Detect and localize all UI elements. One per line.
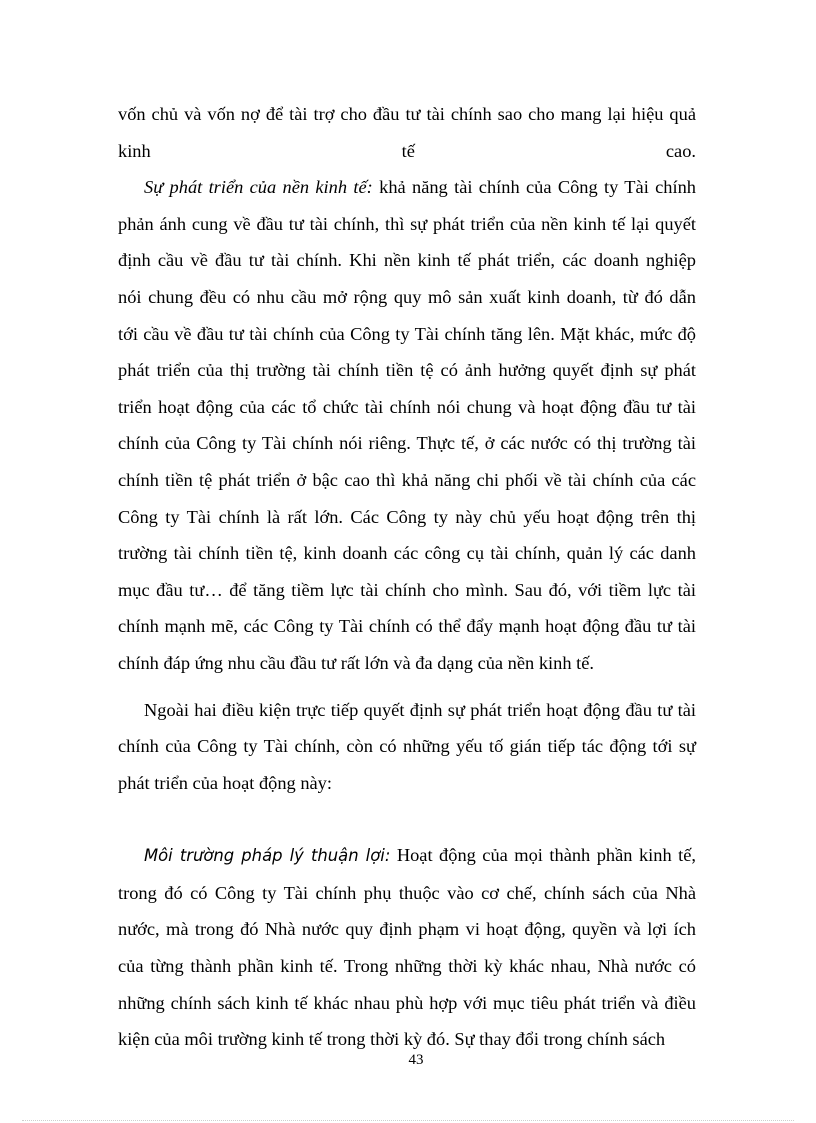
text-line: tới cầu về đầu tư tài chính của Công ty Tài chính tăng lên. Mặt khác, mức độ [118, 323, 696, 344]
text-line: định cầu về đầu tư tài chính. Khi nền kinh tế phát triển, các doanh nghiệp [118, 250, 696, 271]
paragraph-2 [118, 169, 696, 681]
text-line: nước, mà trong đó Nhà nước quy định phạm vi hoạt động, quyền và lợi ích [118, 919, 696, 940]
text-line: chính đáp ứng nhu cầu đầu tư rất lớn và đa dạng của nền kinh tế. [118, 652, 595, 673]
text-line: mục đầu tư… để tăng tiềm lực tài chính cho mình. Sau đó, với tiềm lực tài [118, 579, 696, 600]
text-line: phát triển của thị trường tài chính tiền tệ có ảnh hưởng quyết định sự phát [118, 360, 696, 381]
paragraph-lead: Sự phát triển của nền kinh tế: [144, 177, 373, 198]
text-line: kiện của môi trường kinh tế trong thời kỳ đó. Sự thay đổi trong chính sách [118, 1029, 666, 1050]
document-body [118, 96, 696, 1058]
text-run: khả năng tài chính của Công ty Tài chính [372, 177, 696, 198]
text-line: triển hoạt động của các tổ chức tài chính nói chung và hoạt động đầu tư tài [118, 396, 696, 417]
text-line: Ngoài hai điều kiện trực tiếp quyết định sự phát triển hoạt động đầu tư tài [144, 699, 696, 720]
text-line [118, 169, 696, 206]
text-line: kinh tế cao. [118, 140, 696, 161]
text-line: chính của Công ty Tài chính nói riêng. Thực tế, ở các nước có thị trường tài [118, 433, 696, 454]
paragraph-3 [118, 692, 696, 802]
text-line: phát triển của hoạt động này: [118, 772, 332, 793]
text-line: nói chung đều có nhu cầu mở rộng quy mô sản xuất kinh doanh, từ đó dẫn [118, 286, 696, 307]
text-line: vốn chủ và vốn nợ để tài trợ cho đầu tư tài chính sao cho mang lại hiệu quả [118, 104, 696, 124]
text-line [118, 837, 696, 875]
paragraph-lead: Môi trường pháp lý thuận lợi: [144, 846, 391, 866]
footer-divider [22, 1120, 794, 1121]
text-line: của từng thành phần kinh tế. Trong những thời kỳ khác nhau, Nhà nước có [118, 956, 696, 977]
text-line: những chính sách kinh tế khác nhau phù hợp với mục tiêu phát triển và điều [118, 992, 696, 1013]
text-line: chính mạnh mẽ, các Công ty Tài chính có thể đẩy mạnh hoạt động đầu tư tài [118, 616, 696, 637]
paragraph-4 [118, 837, 696, 1058]
text-line: trường tài chính tiền tệ, kinh doanh các công cụ tài chính, quản lý các danh [118, 543, 696, 564]
text-run: Hoạt động của mọi thành phần kinh tế, [390, 845, 696, 866]
page-number: 43 [408, 1052, 424, 1068]
text-line: trong đó có Công ty Tài chính phụ thuộc vào cơ chế, chính sách của Nhà [118, 882, 696, 903]
text-line: chính tiền tệ phát triển ở bậc cao thì khả năng chi phối về tài chính của các [118, 469, 696, 490]
text-line: phản ánh cung về đầu tư tài chính, thì sự phát triển của nền kinh tế lại quyết [118, 213, 696, 234]
text-line: Công ty Tài chính là rất lớn. Các Công ty này chủ yếu hoạt động trên thị [118, 506, 696, 527]
text-line: chính của Công ty Tài chính, còn có những yếu tố gián tiếp tác động tới sự [118, 736, 696, 757]
paragraph-1 [118, 96, 696, 169]
